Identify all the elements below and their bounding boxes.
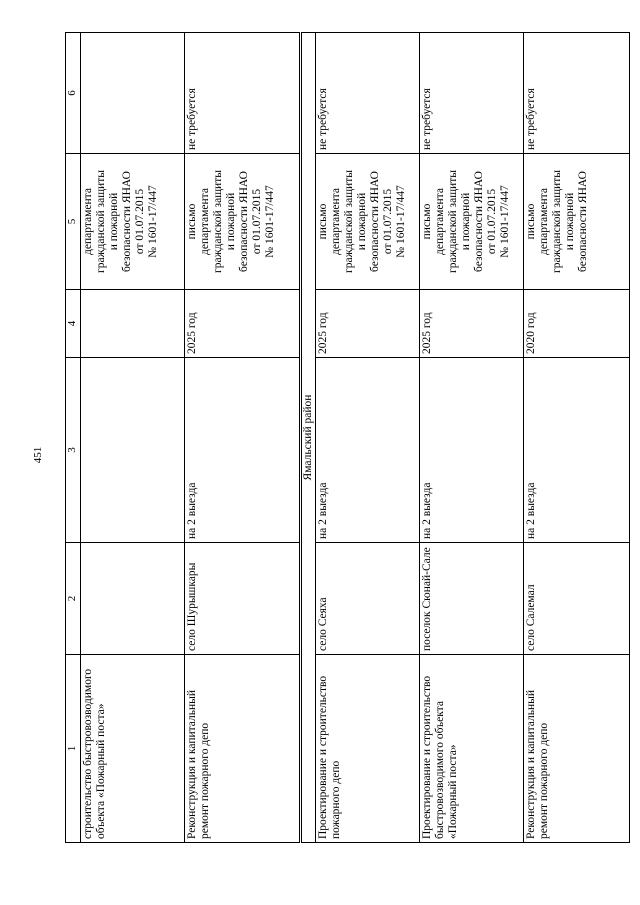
capacity-cell [81,358,185,543]
header-cell: 5 [66,154,81,290]
header-cell: 4 [66,290,81,358]
table-row [524,33,630,843]
header-cell: 2 [66,543,81,655]
header-cell: 1 [66,655,81,843]
fire-depot-table [65,32,630,843]
year-cell: 2025 год [316,290,420,358]
object-cell: Проектирование и строительство быстровозводимого объекта «Пожарный поста» [420,655,524,843]
note-cell: не требуется [185,33,301,154]
year-cell: 2020 год [524,290,630,358]
object-cell: Реконструкция и капитальный ремонт пожарного депо [524,655,630,843]
object-cell: строительство быстровозводимого объекта «Пожарный поста» [81,655,185,843]
table-row [316,33,420,843]
note-cell: не требуется [524,33,630,154]
section-title: Ямальский район [301,33,316,843]
year-cell [81,290,185,358]
capacity-cell: на 2 выезда [316,358,420,543]
header-cell: 6 [66,33,81,154]
note-cell: не требуется [316,33,420,154]
object-cell: Реконструкция и капитальный ремонт пожарного депо [185,655,301,843]
note-cell: не требуется [420,33,524,154]
section-row [301,33,316,843]
year-cell: 2025 год [185,290,301,358]
object-cell: Проектирование и строительство пожарного депо [316,655,420,843]
rotated-page [65,33,605,843]
header-row [66,33,81,843]
table-row [185,33,301,843]
capacity-cell: на 2 выезда [185,358,301,543]
year-cell: 2025 год [420,290,524,358]
page-number: 451 [32,446,44,464]
table-row [420,33,524,843]
location-cell: село Салемал [524,543,630,655]
note-cell [81,33,185,154]
location-cell: поселок Сюнай-Сале [420,543,524,655]
location-cell: село Шурышкары [185,543,301,655]
location-cell [81,543,185,655]
table-row [81,33,185,843]
basis-cell: департамента гражданской защиты и пожарной безопасности ЯНАО от 01.07.2015 № 1601-17/447 [81,154,185,290]
header-cell: 3 [66,358,81,543]
capacity-cell: на 2 выезда [420,358,524,543]
location-cell: село Сеяха [316,543,420,655]
capacity-cell: на 2 выезда [524,358,630,543]
basis-cell: письмо департамента гражданской защиты и пожарной безопасности ЯНАО [524,154,630,290]
basis-cell: письмо департамента гражданской защиты и пожарной безопасности ЯНАО от 01.07.2015 № 1601-17/447 [316,154,420,290]
basis-cell: письмо департамента гражданской защиты и пожарной безопасности ЯНАО от 01.07.2015 № 1601-17/447 [420,154,524,290]
basis-cell: письмо департамента гражданской защиты и пожарной безопасности ЯНАО от 01.07.2015 № 1601-17/447 [185,154,301,290]
